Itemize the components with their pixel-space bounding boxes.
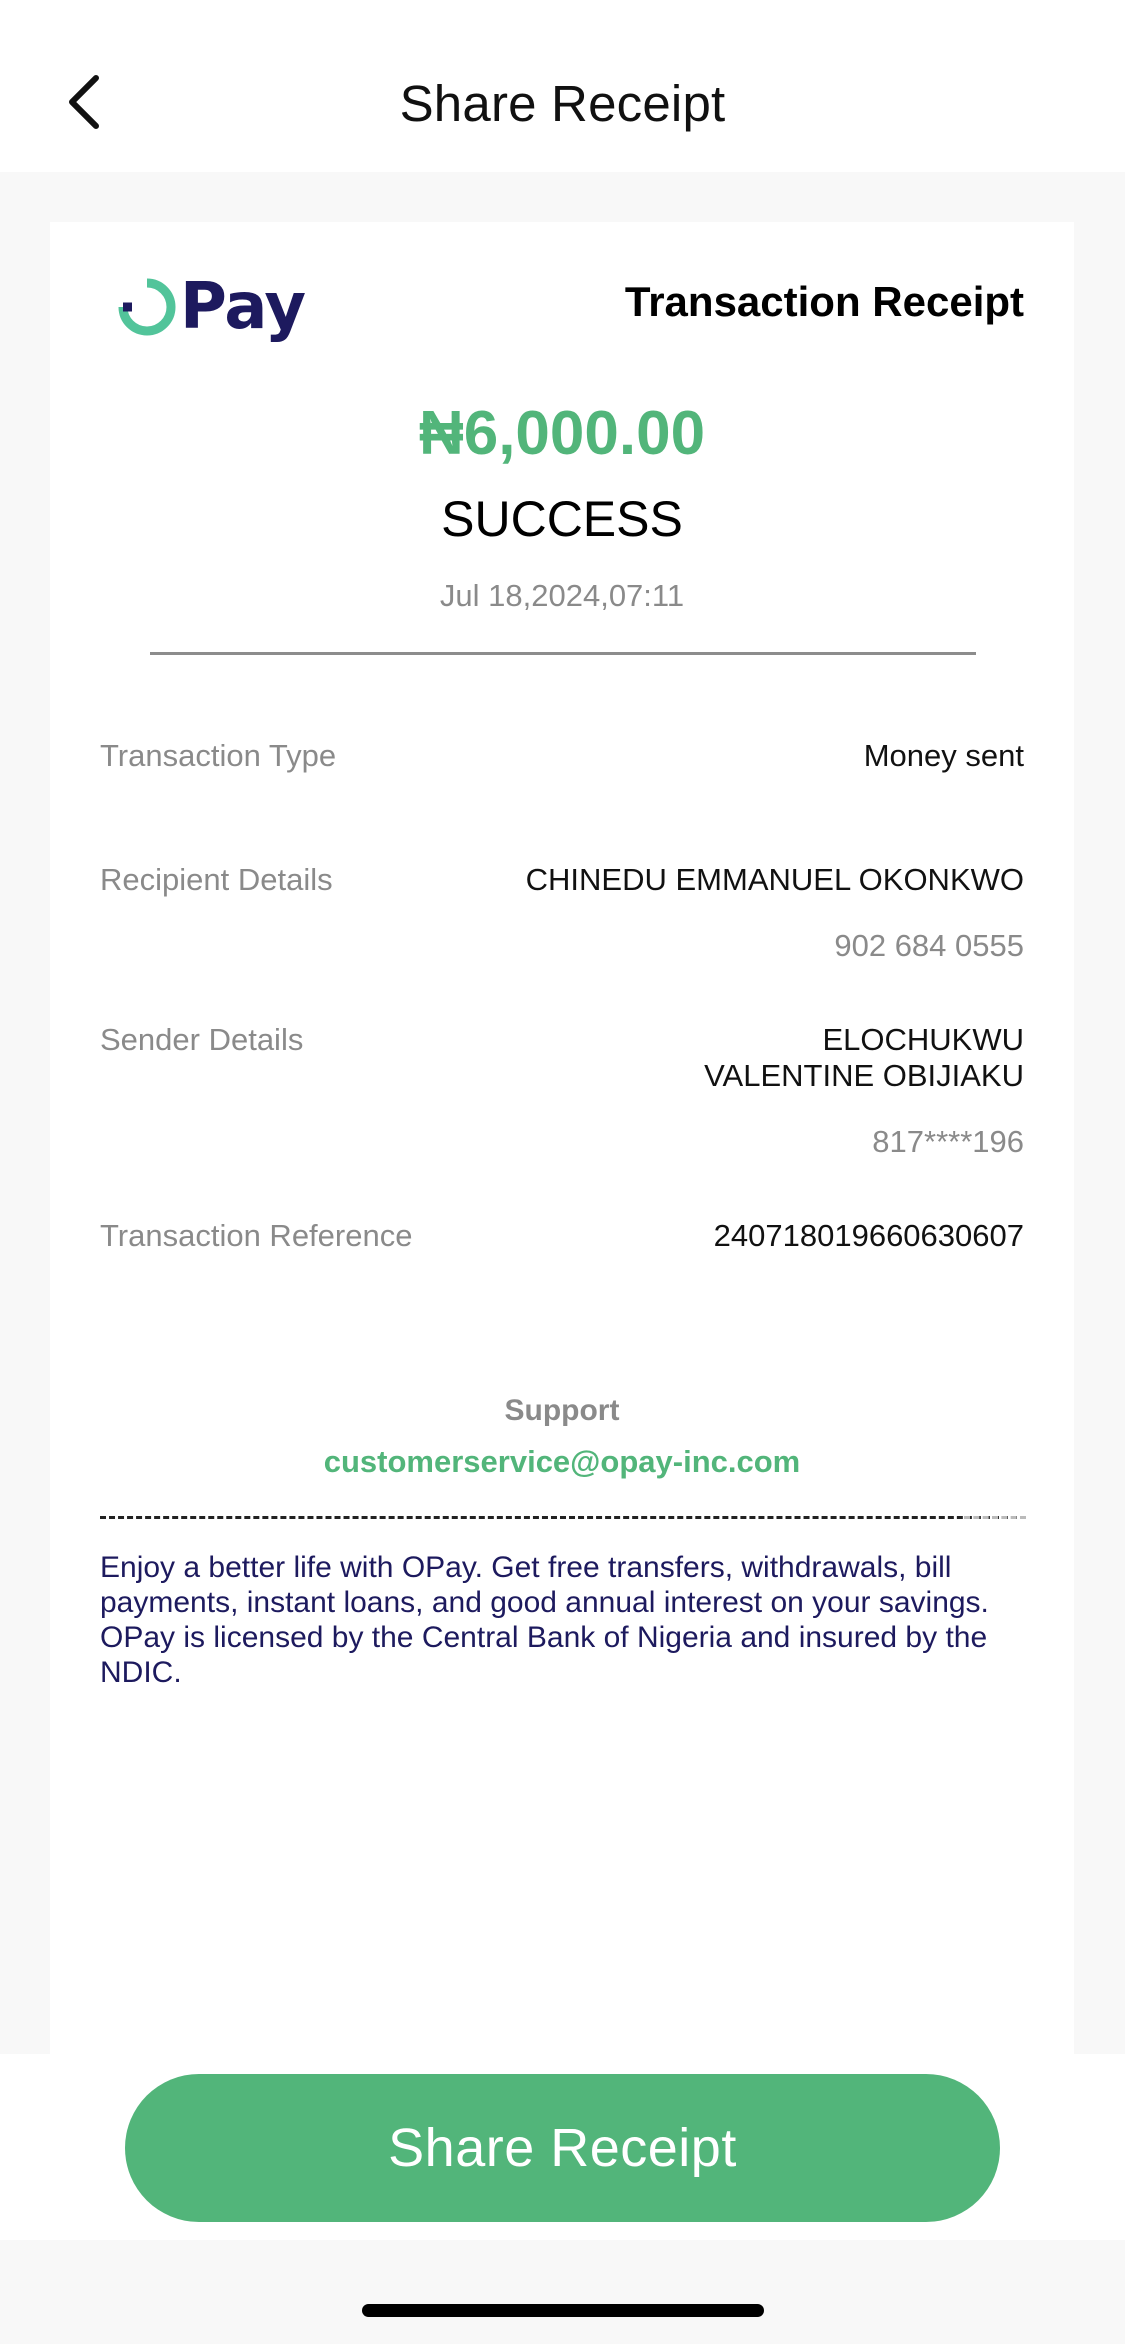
recipient-phone: 902 684 0555 <box>834 928 1024 963</box>
divider <box>150 652 976 655</box>
promo-text: Enjoy a better life with OPay. Get free transfers, withdrawals, bill payments, instant loans, and good annual interest on your savings. OPay is licensed by the Central Bank of Nigeria and insured by the NDIC. <box>100 1551 989 1689</box>
sender-name-line1: ELOCHUKWU <box>822 1022 1024 1057</box>
opay-logo-mark-icon <box>118 278 176 336</box>
recipient-name: CHINEDU EMMANUEL OKONKWO <box>525 862 1024 897</box>
page-title: Share Receipt <box>399 75 726 132</box>
support-email-link[interactable]: customerservice@opay-inc.com <box>323 1444 801 1479</box>
support-label: Support <box>504 1394 620 1427</box>
transaction-type-value: Money sent <box>863 738 1024 773</box>
receipt-title: Transaction Receipt <box>624 278 1024 325</box>
transaction-type-label: Transaction Type <box>100 738 337 773</box>
transaction-reference-label: Transaction Reference <box>100 1218 413 1253</box>
sender-details-label: Sender Details <box>100 1022 304 1057</box>
logo-text: Pay <box>180 270 306 344</box>
sender-name-line2: VALENTINE OBIJIAKU <box>704 1058 1024 1093</box>
opay-logo <box>118 270 306 344</box>
recipient-details-label: Recipient Details <box>100 862 333 897</box>
status-text: SUCCESS <box>441 491 683 547</box>
dashed-divider <box>100 1516 1026 1519</box>
home-indicator <box>362 2304 764 2317</box>
amount: ₦6,000.00 <box>418 399 706 468</box>
share-receipt-button[interactable]: Share Receipt <box>125 2074 1000 2222</box>
transaction-date: Jul 18,2024,07:11 <box>439 578 685 613</box>
transaction-reference-value: 240718019660630607 <box>713 1218 1024 1253</box>
header-bar <box>0 0 1125 172</box>
sender-account: 817****196 <box>872 1124 1024 1159</box>
receipt-card <box>50 222 1074 2054</box>
